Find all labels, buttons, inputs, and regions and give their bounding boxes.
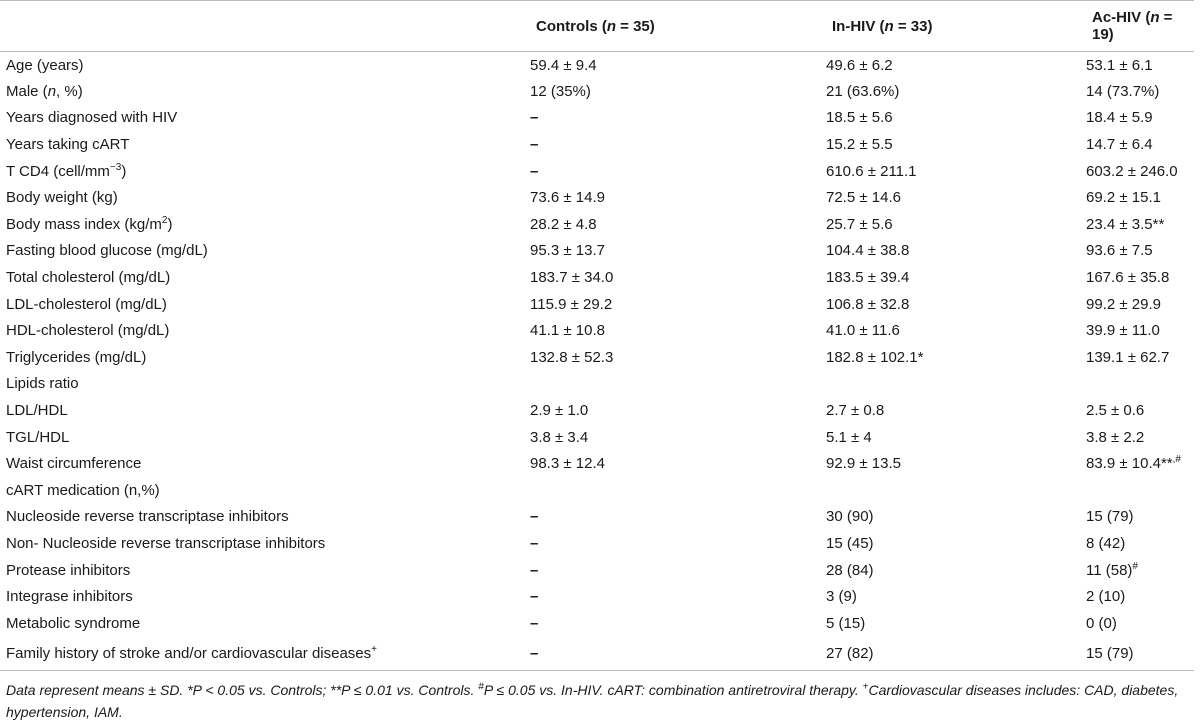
cell-ac-hiv-value: 167.6 ± 35.8 — [1086, 269, 1170, 287]
row-label — [0, 610, 530, 637]
cell-ac-hiv-value: 14.7 ± 6.4 — [1086, 136, 1153, 154]
table-row — [0, 477, 1194, 504]
cell-ac-hiv — [1086, 211, 1194, 238]
cell-ac-hiv — [1086, 264, 1194, 291]
row-label-text: TGL/HDL — [6, 428, 70, 446]
cell-ac-hiv — [1086, 344, 1194, 371]
header-controls-n: n — [606, 17, 616, 35]
cell-ac-hiv-value: 603.2 ± 246.0 — [1086, 162, 1178, 180]
cell-ac-hiv — [1086, 78, 1194, 105]
cell-controls: 95.3 ± 13.7 — [530, 242, 605, 260]
header-label-column — [0, 1, 530, 52]
row-label-text: Integrase inhibitors — [6, 588, 133, 606]
cell-controls: 73.6 ± 14.9 — [530, 189, 605, 207]
row-label — [0, 557, 530, 584]
cell-in-hiv: 72.5 ± 14.6 — [826, 189, 901, 207]
row-label — [0, 371, 530, 398]
table-row — [0, 610, 1194, 637]
cell-ac-hiv-value: 0 (0) — [1086, 614, 1117, 632]
cell-controls: 28.2 ± 4.8 — [530, 215, 597, 233]
row-label — [0, 291, 530, 318]
cell-ac-hiv — [1086, 450, 1194, 477]
row-label-sup: + — [371, 643, 377, 655]
row-label-text: , %) — [56, 82, 83, 100]
row-label — [0, 264, 530, 291]
row-label-text: Body mass index (kg/m — [6, 215, 162, 233]
cell-controls: – — [530, 508, 539, 526]
header-controls-label: Controls ( — [536, 17, 607, 35]
cell-in-hiv: 30 (90) — [826, 508, 874, 526]
row-label-text: Total cholesterol (mg/dL) — [6, 269, 171, 287]
cell-controls: – — [530, 637, 826, 671]
table-row — [0, 317, 1194, 344]
table-row — [0, 52, 1194, 79]
cell-ac-hiv-value: 3.8 ± 2.2 — [1086, 428, 1145, 446]
row-label-text: Fasting blood glucose (mg/dL) — [6, 242, 208, 260]
cell-ac-hiv-value: 14 (73.7%) — [1086, 82, 1160, 100]
header-in-hiv-label: In-HIV ( — [832, 17, 885, 35]
cell-ac-hiv — [1086, 291, 1194, 318]
header-ac-hiv-n: n — [1150, 9, 1160, 26]
cell-controls: – — [530, 588, 539, 606]
cell-ac-hiv-value: 53.1 ± 6.1 — [1086, 56, 1153, 74]
row-label-text: Body weight (kg) — [6, 189, 118, 207]
row-label — [0, 211, 530, 238]
table-row — [0, 238, 1194, 265]
cell-ac-hiv-value: 39.9 ± 11.0 — [1086, 322, 1160, 340]
cell-in-hiv: 183.5 ± 39.4 — [826, 269, 910, 287]
cell-ac-hiv-value: 99.2 ± 29.9 — [1086, 295, 1161, 313]
header-controls — [530, 1, 826, 52]
row-label-sup: −3 — [109, 161, 122, 173]
footnote-text-3: Cardiovascular diseases includes: CAD, diabetes, hypertension, IAM. — [6, 682, 1179, 720]
cell-ac-hiv-value: 23.4 ± 3.5** — [1086, 215, 1165, 233]
table-row — [0, 637, 1194, 671]
table-row — [0, 557, 1194, 584]
cell-ac-hiv-value: 11 (58) — [1086, 561, 1133, 579]
row-label — [0, 184, 530, 211]
cell-controls: – — [530, 614, 539, 632]
cell-ac-hiv — [1086, 557, 1194, 584]
table-row — [0, 583, 1194, 610]
cell-ac-hiv-value: 2 (10) — [1086, 588, 1126, 606]
cell-in-hiv: 106.8 ± 32.8 — [826, 295, 910, 313]
row-label-text: Non- Nucleoside reverse transcriptase inhibitors — [6, 534, 326, 552]
row-label-text: Age (years) — [6, 56, 84, 74]
cell-in-hiv: 28 (84) — [826, 561, 874, 579]
row-label-text: Family history of stroke and/or cardiovascular diseases — [6, 644, 372, 662]
row-label — [0, 530, 530, 557]
row-label-sup: 2 — [161, 214, 168, 226]
cell-ac-hiv-value: 139.1 ± 62.7 — [1086, 348, 1170, 366]
table-row — [0, 158, 1194, 185]
table-row — [0, 424, 1194, 451]
cell-in-hiv — [826, 371, 1086, 398]
table-row — [0, 78, 1194, 105]
table-row — [0, 504, 1194, 531]
cell-ac-hiv — [1086, 158, 1194, 185]
cell-controls: 132.8 ± 52.3 — [530, 348, 614, 366]
row-label-text: Male ( — [6, 82, 48, 100]
cell-ac-hiv — [1086, 397, 1194, 424]
cell-ac-hiv-value: 15 (79) — [1086, 508, 1134, 526]
table-row — [0, 344, 1194, 371]
row-label — [0, 52, 530, 79]
cell-controls: – — [530, 136, 539, 154]
row-label — [0, 105, 530, 132]
cell-ac-hiv — [1086, 530, 1194, 557]
header-in-hiv-count: = 33) — [893, 17, 933, 35]
row-label — [0, 450, 530, 477]
header-in-hiv-n: n — [884, 17, 894, 35]
cell-in-hiv: 18.5 ± 5.6 — [826, 109, 893, 127]
row-label — [0, 158, 530, 185]
cell-ac-hiv-sup: # — [1132, 560, 1138, 572]
row-label-text: LDL-cholesterol (mg/dL) — [6, 295, 167, 313]
cell-ac-hiv — [1086, 105, 1194, 132]
cell-controls: – — [530, 561, 539, 579]
cell-ac-hiv — [1086, 477, 1194, 504]
table-row — [0, 530, 1194, 557]
cell-ac-hiv-sup: ,# — [1172, 454, 1181, 466]
table-row — [0, 397, 1194, 424]
cell-ac-hiv-value: 18.4 ± 5.9 — [1086, 109, 1153, 127]
row-label-text: Protease inhibitors — [6, 561, 131, 579]
row-label — [0, 504, 530, 531]
header-ac-hiv — [1086, 1, 1194, 52]
cell-controls — [530, 477, 826, 504]
footnote-hash-sup: # — [478, 681, 484, 693]
cell-in-hiv: 92.9 ± 13.5 — [826, 455, 901, 473]
cell-ac-hiv-value: 93.6 ± 7.5 — [1086, 242, 1153, 260]
cell-controls — [530, 371, 826, 398]
cell-ac-hiv — [1086, 371, 1194, 398]
row-label-text: Nucleoside reverse transcriptase inhibitors — [6, 508, 289, 526]
cell-ac-hiv — [1086, 610, 1194, 637]
cell-controls: 3.8 ± 3.4 — [530, 428, 589, 446]
table-row — [0, 264, 1194, 291]
cell-ac-hiv-value: 15 (79) — [1086, 644, 1134, 662]
cell-in-hiv: 15.2 ± 5.5 — [826, 136, 893, 154]
table-row — [0, 131, 1194, 158]
row-label-text: Years diagnosed with HIV — [6, 109, 178, 127]
row-label — [0, 238, 530, 265]
header-in-hiv — [826, 1, 1086, 52]
table-header — [0, 1, 1194, 52]
row-label-text: Metabolic syndrome — [6, 614, 141, 632]
cell-controls: 59.4 ± 9.4 — [530, 56, 597, 74]
row-label-text: Lipids ratio — [6, 375, 79, 393]
table-row — [0, 211, 1194, 238]
row-label — [0, 397, 530, 424]
cell-ac-hiv-value: 2.5 ± 0.6 — [1086, 402, 1145, 420]
cell-in-hiv: 49.6 ± 6.2 — [826, 56, 893, 74]
row-label-text: LDL/HDL — [6, 402, 68, 420]
row-label-text: Waist circumference — [6, 455, 142, 473]
row-label-italic: n — [47, 82, 57, 100]
row-label — [0, 344, 530, 371]
row-label-text: ) — [121, 162, 127, 180]
header-controls-count: = 35) — [616, 17, 655, 35]
cell-in-hiv: 27 (82) — [826, 637, 1086, 671]
table-row — [0, 291, 1194, 318]
cell-ac-hiv — [1086, 131, 1194, 158]
cell-ac-hiv — [1086, 504, 1194, 531]
cell-in-hiv: 15 (45) — [826, 534, 874, 552]
footnote-text-2: P ≤ 0.05 vs. In-HIV. cART: combination antiretroviral therapy. — [483, 682, 863, 698]
cell-in-hiv: 25.7 ± 5.6 — [826, 215, 893, 233]
cell-in-hiv: 104.4 ± 38.8 — [826, 242, 910, 260]
cell-in-hiv: 182.8 ± 102.1* — [826, 348, 924, 366]
row-label — [0, 637, 530, 671]
cell-in-hiv: 3 (9) — [826, 588, 857, 606]
cell-controls: 41.1 ± 10.8 — [530, 322, 605, 340]
table-row — [0, 371, 1194, 398]
cell-in-hiv: 610.6 ± 211.1 — [826, 162, 917, 180]
cell-ac-hiv — [1086, 424, 1194, 451]
cell-ac-hiv — [1086, 238, 1194, 265]
row-label-text: Triglycerides (mg/dL) — [6, 348, 147, 366]
cell-in-hiv: 41.0 ± 11.6 — [826, 322, 900, 340]
row-label-text: cART medication (n,%) — [6, 481, 160, 499]
cell-in-hiv: 2.7 ± 0.8 — [826, 402, 885, 420]
cell-ac-hiv — [1086, 583, 1194, 610]
cell-ac-hiv — [1086, 637, 1194, 671]
cell-controls: – — [530, 162, 539, 180]
cell-ac-hiv — [1086, 52, 1194, 79]
cell-controls: – — [530, 534, 539, 552]
row-label-text: T CD4 (cell/mm — [6, 162, 110, 180]
cell-in-hiv: 5.1 ± 4 — [826, 428, 872, 446]
header-ac-hiv-count: = 19) — [1092, 9, 1173, 43]
row-label-text: ) — [167, 215, 173, 233]
header-ac-hiv-label: Ac-HIV ( — [1092, 9, 1151, 26]
footnote-plus-sup: + — [862, 681, 869, 693]
table-row — [0, 450, 1194, 477]
cell-controls: 98.3 ± 12.4 — [530, 455, 605, 473]
row-label-text: HDL-cholesterol (mg/dL) — [6, 322, 170, 340]
table-row — [0, 184, 1194, 211]
row-label — [0, 78, 530, 105]
cell-in-hiv: 5 (15) — [826, 614, 866, 632]
cell-controls: 12 (35%) — [530, 82, 591, 100]
cell-in-hiv: 21 (63.6%) — [826, 82, 900, 100]
cell-ac-hiv — [1086, 317, 1194, 344]
table-row — [0, 105, 1194, 132]
cell-controls: 115.9 ± 29.2 — [530, 295, 613, 313]
row-label-text: Years taking cART — [6, 136, 130, 154]
cell-ac-hiv-value: 83.9 ± 10.4** — [1086, 455, 1173, 473]
cell-controls: 2.9 ± 1.0 — [530, 402, 589, 420]
row-label — [0, 317, 530, 344]
row-label — [0, 131, 530, 158]
header-row — [0, 1, 1194, 52]
row-label — [0, 477, 530, 504]
table-body — [0, 52, 1194, 671]
cell-ac-hiv-value: 8 (42) — [1086, 534, 1126, 552]
cell-ac-hiv — [1086, 184, 1194, 211]
row-label — [0, 424, 530, 451]
footnote-text-1: Data represent means ± SD. *P < 0.05 vs. Controls; **P ≤ 0.01 vs. Controls. — [6, 682, 479, 698]
cell-ac-hiv-value: 69.2 ± 15.1 — [1086, 189, 1161, 207]
cell-controls: 183.7 ± 34.0 — [530, 269, 614, 287]
table-footnote — [6, 679, 1194, 723]
row-label — [0, 583, 530, 610]
cell-in-hiv — [826, 477, 1086, 504]
cell-controls: – — [530, 109, 539, 127]
